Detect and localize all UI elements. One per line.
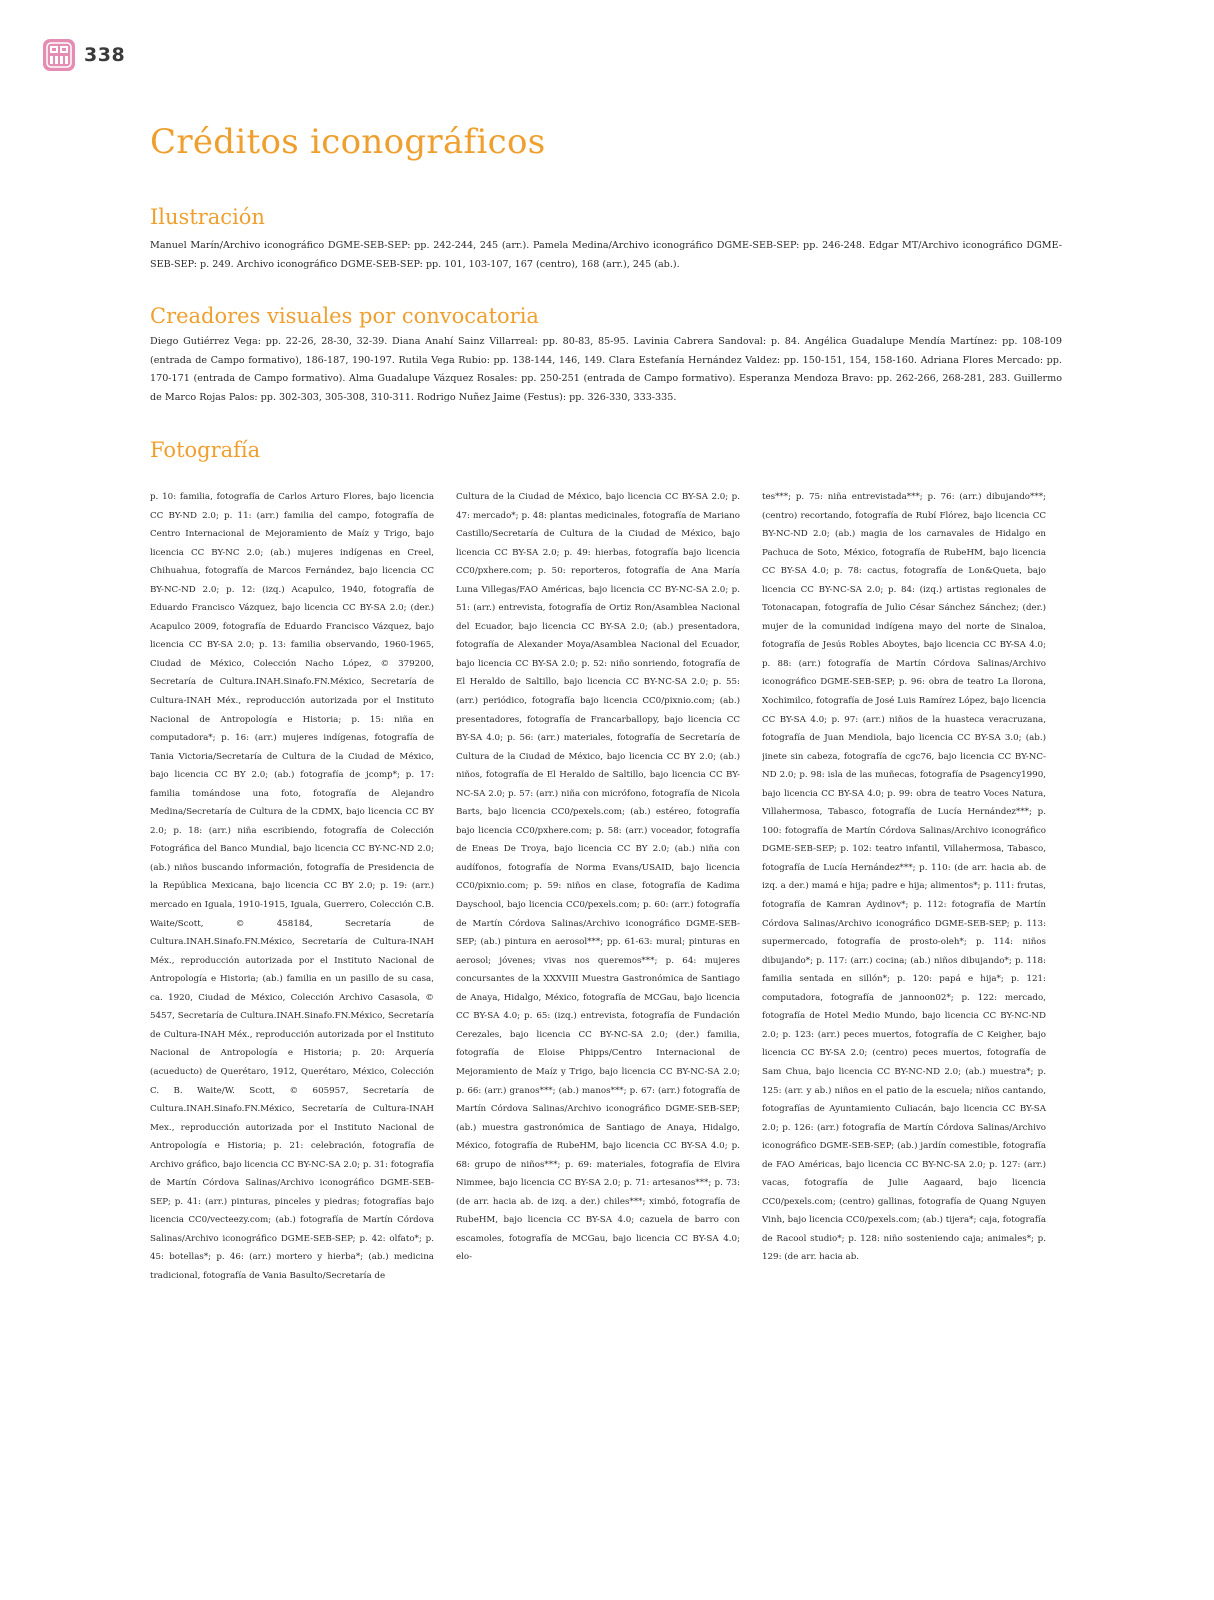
page-title: Créditos iconográficos	[150, 122, 546, 162]
section-heading-fotografia: Fotografía	[150, 438, 261, 462]
credits-column-2: Cultura de la Ciudad de México, bajo licencia CC BY-SA 2.0; p. 47: mercado*; p. 48: plantas medicinales, fotografía de Mariano Castillo/Secretaría de Cultura de la Ciudad de México, bajo licencia CC BY-SA 2.0; p. 49: hierbas, fotografía bajo licencia CC0/pxhere.com; p. 50: reporteros, fotografía de Ana María Luna Villegas/FAO Américas, bajo licencia CC BY-NC-SA 2.0; p. 51: (arr.) entrevista, fotografía de Ortiz Ron/Asamblea Nacional del Ecuador, bajo licencia CC BY-SA 2.0; (ab.) presentadora, fotografía de Alexander Moya/Asamblea Nacional del Ecuador, bajo licencia CC BY-SA 2.0; p. 52: niño sonriendo, fotografía de El Heraldo de Saltillo, bajo licencia CC BY-NC-SA 2.0; p. 55: (arr.) periódico, fotografía bajo licencia CC0/pixnio.com; (ab.) presentadores, fotografía de Francarballopy, bajo licencia CC BY-SA 4.0; p. 56: (arr.) materiales, fotografía de Secretaría de Cultura de la Ciudad de México, bajo licencia CC BY 2.0; (ab.) niños, fotografía de El Heraldo de Saltillo, bajo licencia CC BY-NC-SA 2.0; p. 57: (arr.) niña con micrófono, fotografía de Nicola Barts, bajo licencia CC0/pexels.com; (ab.) estéreo, fotografía bajo licencia CC0/pxhere.com; p. 58: (arr.) voceador, fotografía de Eneas De Troya, bajo licencia CC BY 2.0; (ab.) niña con audífonos, fotografía de Norma Evans/USAID, bajo licencia CC0/pixnio.com; p. 59: niños en clase, fotografía de Kadima Dayschool, bajo licencia CC0/pexels.com; p. 60: (arr.) fotografía de Martín Córdova Salinas/Archivo iconográfico DGME-SEB-SEP; (ab.) pintura en aerosol***; pp. 61-63: mural; pinturas en aerosol; jóvenes; vivas nos queremos***; p. 64: mujeres concursantes de la XXXVIII Muestra Gastronómica de Santiago de Anaya, Hidalgo, México, fotografía de MCGau, bajo licencia CC BY-SA 4.0; p. 65: (izq.) entrevista, fotografía de Fundación Cerezales, bajo licencia CC BY-NC-SA 2.0; (der.) familia, fotografía de Eloise Phipps/Centro Internacional de Mejoramiento de Maíz y Trigo, bajo licencia CC BY-NC-SA 2.0; p. 66: (arr.) granos***; (ab.) manos***; p. 67: (arr.) fotografía de Martín Córdova Salinas/Archivo iconográfico DGME-SEB-SEP; (ab.) muestra gastronómica de Santiago de Anaya, Hidalgo, México, fotografía de RubeHM, bajo licencia CC BY-SA 4.0; p. 68: grupo de niños***; p. 69: materiales, fotografía de Elvira Nimmee, bajo licencia CC BY-SA 2.0; p. 71: artesanos***; p. 73: (de arr. hacia ab. de izq. a der.) chiles***; ximbó, fotografía de RubeHM, bajo licencia CC BY-SA 4.0; cazuela de barro con escamoles, fotografía de MCGau, bajo licencia CC BY-SA 4.0; elo-	[456, 492, 740, 1263]
page-number: 338	[84, 44, 126, 66]
mesoamerican-glyph-icon	[42, 38, 76, 72]
credits-paragraph-ilustracion: Manuel Marín/Archivo iconográfico DGME-SEB-SEP: pp. 242-244, 245 (arr.). Pamela Medina/Archivo iconográfico DGME-SEB-SEP: pp. 246-248. Edgar MT/Archivo iconográfico DGME-SEB-SEP: p. 249. Archivo iconográfico DGME-SEB-SEP: pp. 101, 103-107, 167 (centro), 168 (arr.), 245 (ab.).	[150, 240, 1062, 270]
page-header	[42, 38, 125, 72]
section-heading-creadores: Creadores visuales por convocatoria	[150, 304, 539, 328]
section-heading-ilustracion: Ilustración	[150, 205, 265, 229]
credits-paragraph-creadores: Diego Gutiérrez Vega: pp. 22-26, 28-30, 32-39. Diana Anahí Sainz Villarreal: pp. 80-83, 85-95. Lavinia Cabrera Sandoval: p. 84. Angélica Guadalupe Mendía Martínez: pp. 108-109 (entrada de Campo formativo), 186-187, 190-197. Rutila Vega Rubio: pp. 138-144, 146, 149. Clara Estefanía Hernández Valdez: pp. 150-151, 154, 158-160. Adriana Flores Mercado: pp. 170-171 (entrada de Campo formativo). Alma Guadalupe Vázquez Rosales: pp. 250-251 (entrada de Campo formativo). Esperanza Mendoza Bravo: pp. 262-266, 268-281, 283. Guillermo de Marco Rojas Palos: pp. 302-303, 305-308, 310-311. Rodrigo Nuñez Jaime (Festus): pp. 326-330, 333-335.	[150, 336, 1062, 403]
credits-column-3: tes***; p. 75: niña entrevistada***; p. 76: (arr.) dibujando***; (centro) recortando, fotografía de Rubí Flórez, bajo licencia CC BY-NC-ND 2.0; (ab.) magia de los carnavales de Hidalgo en Pachuca de Soto, México, fotografía de RubeHM, bajo licencia CC BY-SA 4.0; p. 78: cactus, fotografía de Lon&Queta, bajo licencia CC BY-NC-SA 2.0; p. 84: (izq.) artistas regionales de Totonacapan, fotografía de Julio César Sánchez Sánchez; (der.) mujer de la comunidad indígena mayo del norte de Sinaloa, fotografía de Jesús Robles Aboytes, bajo licencia CC BY-SA 4.0; p. 88: (arr.) fotografía de Martín Córdova Salinas/Archivo iconográfico DGME-SEB-SEP; p. 96: obra de teatro La llorona, Xochimilco, fotografía de José Luis Ramírez López, bajo licencia CC BY-SA 4.0; p. 97: (arr.) niños de la huasteca veracruzana, fotografía de Juan Mendiola, bajo licencia CC BY-SA 3.0; (ab.) jinete sin cabeza, fotografía de cgc76, bajo licencia CC BY-NC-ND 2.0; p. 98: isla de las muñecas, fotografía de Psagency1990, bajo licencia CC BY-SA 4.0; p. 99: obra de teatro Voces Natura, Villahermosa, Tabasco, fotografía de Lucía Hernández***; p. 100: fotografía de Martín Córdova Salinas/Archivo iconográfico DGME-SEB-SEP; p. 102: teatro infantil, Villahermosa, Tabasco, fotografía de Lucía Hernández***; p. 110: (de arr. hacia ab. de izq. a der.) mamá e hija; padre e hija; alimentos*; p. 111: frutas, fotografía de Kamran Aydinov*; p. 112: fotografía de Martín Córdova Salinas/Archivo iconográfico DGME-SEB-SEP; p. 113: supermercado, fotografía de prosto-oleh*; p. 114: niños dibujando*; p. 117: (arr.) cocina; (ab.) niños dibujando*; p. 118: familia sentada en sillón*; p. 120: papá e hija*; p. 121: computadora, fotografía de jannoon02*; p. 122: mercado, fotografía de Hotel Medio Mundo, bajo licencia CC BY-NC-ND 2.0; p. 123: (arr.) peces muertos, fotografía de C Keigher, bajo licencia CC BY-SA 2.0; (centro) peces muertos, fotografía de Sam Chua, bajo licencia CC BY-NC-ND 2.0; (ab.) muestra*; p. 125: (arr. y ab.) niños en el patio de la escuela; niños cantando, fotografías de Ayuntamiento Culiacán, bajo licencia CC BY-SA 2.0; p. 126: (arr.) fotografía de Martín Córdova Salinas/Archivo iconográfico DGME-SEB-SEP; (ab.) jardín comestible, fotografía de FAO Américas, bajo licencia CC BY-NC-SA 2.0; p. 127: (arr.) vacas, fotografía de Julie Aagaard, bajo licencia CC0/pexels.com; (centro) gallinas, fotografía de Quang Nguyen Vinh, bajo licencia CC0/pexels.com; (ab.) tijera*; caja, fotografía de Racool studio*; p. 128: niño sosteniendo caja; animales*; p. 129: (de arr. hacia ab.	[762, 492, 1046, 1263]
credits-column-1: p. 10: familia, fotografía de Carlos Arturo Flores, bajo licencia CC BY-ND 2.0; p. 11: (arr.) familia del campo, fotografía de Centro Internacional de Mejoramiento de Maíz y Trigo, bajo licencia CC BY-NC 2.0; (ab.) mujeres indígenas en Creel, Chihuahua, fotografía de Marcos Fernández, bajo licencia CC BY-NC-ND 2.0; p. 12: (izq.) Acapulco, 1940, fotografía de Eduardo Francisco Vázquez, bajo licencia CC BY-SA 2.0; (der.) Acapulco 2009, fotografía de Eduardo Francisco Vázquez, bajo licencia CC BY-SA 2.0; p. 13: familia observando, 1960-1965, Ciudad de México, Colección Nacho López, © 379200, Secretaría de Cultura.INAH.Sinafo.FN.México, Secretaría de Cultura-INAH Méx., reproducción autorizada por el Instituto Nacional de Antropología e Historia; p. 15: niña en computadora*; p. 16: (arr.) mujeres indígenas, fotografía de Tania Victoria/Secretaría de Cultura de la Ciudad de México, bajo licencia CC BY 2.0; (ab.) fotografía de jcomp*; p. 17: familia tomándose una foto, fotografía de Alejandro Medina/Secretaría de Cultura de la CDMX, bajo licencia CC BY 2.0; p. 18: (arr.) niña escribiendo, fotografía de Colección Fotográfica del Banco Mundial, bajo licencia CC BY-NC-ND 2.0; (ab.) niños buscando información, fotografía de Presidencia de la República Mexicana, bajo licencia CC BY 2.0; p. 19: (arr.) mercado en Iguala, 1910-1915, Iguala, Guerrero, Colección C.B. Waite/Scott, © 458184, Secretaría de Cultura.INAH.Sinafo.FN.México, Secretaría de Cultura-INAH Méx., reproducción autorizada por el Instituto Nacional de Antropología e Historia; (ab.) familia en un pasillo de su casa, ca. 1920, Ciudad de México, Colección Archivo Casasola, © 5457, Secretaría de Cultura.INAH.Sinafo.FN.México, Secretaría de Cultura-INAH Méx., reproducción autorizada por el Instituto Nacional de Antropología e Historia; p. 20: Arquería (acueducto) de Querétaro, 1912, Querétaro, México, Colección C. B. Waite/W. Scott, © 605957, Secretaría de Cultura.INAH.Sinafo.FN.México, Secretaría de Cultura-INAH Mex., reproducción autorizada por el Instituto Nacional de Antropología e Historia; p. 21: celebración, fotografía de Archivo gráfico, bajo licencia CC BY-NC-SA 2.0; p. 31: fotografía de Martín Córdova Salinas/Archivo iconográfico DGME-SEB-SEP; p. 41: (arr.) pinturas, pinceles y piedras; fotografías bajo licencia CC0/vecteezy.com; (ab.) fotografía de Martín Córdova Salinas/Archivo iconográfico DGME-SEB-SEP; p. 42: olfato*; p. 45: botellas*; p. 46: (arr.) mortero y hierba*; (ab.) medicina tradicional, fotografía de Vania Basulto/Secretaría de	[150, 492, 434, 1281]
